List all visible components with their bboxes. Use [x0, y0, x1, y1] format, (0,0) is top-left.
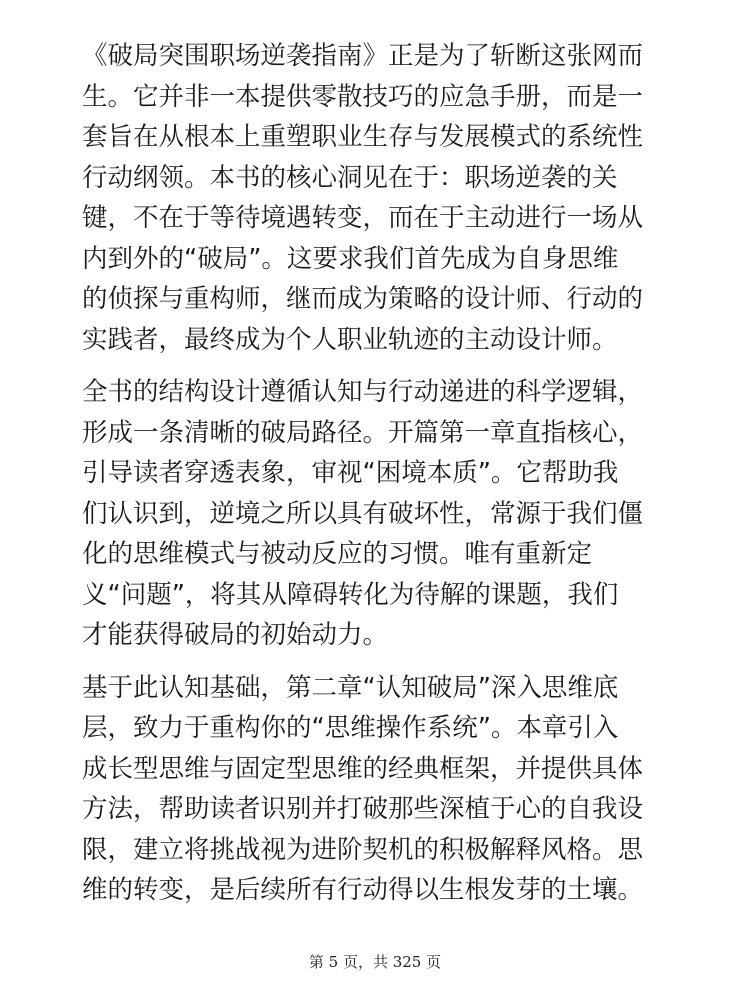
- page-number-footer: 第 5 页，共 325 页: [308, 953, 442, 971]
- text-line: 行动纲领。本书的核心洞见在于：职场逆袭的关: [82, 162, 618, 193]
- paragraph-3: [82, 668, 694, 911]
- text-line: 键，不在于等待境遇转变，而在于主动进行一场从: [82, 203, 644, 233]
- text-line: 形成一条清晰的破局路径。开篇第一章直指核心，: [82, 417, 644, 448]
- paragraph-2: [82, 372, 694, 656]
- text-line: 才能获得破局的初始动力。: [82, 620, 389, 650]
- text-line: 内到外的“破局”。这要求我们首先成为自身思维: [82, 243, 619, 274]
- text-line: 层，致力于重构你的“思维操作系统”。本章引入: [82, 713, 619, 743]
- paragraph-1: [82, 36, 694, 360]
- text-line: 义“问题”，将其从障碍转化为待解的课题，我们: [82, 579, 619, 610]
- text-line: 生。它并非一本提供零散技巧的应急手册，而是一: [82, 81, 644, 112]
- text-line: 引导读者穿透表象，审视“困境本质”。它帮助我: [82, 458, 619, 488]
- text-line: 限，建立将挑战视为进阶契机的积极解释风格。思: [82, 834, 644, 865]
- text-line: 基于此认知基础，第二章“认知破局”深入思维底: [82, 672, 619, 703]
- text-line: 实践者，最终成为个人职业轨迹的主动设计师。: [82, 324, 618, 355]
- document-body: [82, 36, 694, 923]
- text-line: 《破局突围职场逆袭指南》正是为了斩断这张网而: [82, 41, 644, 71]
- text-line: 方法，帮助读者识别并打破那些深植于心的自我设: [82, 794, 644, 824]
- text-line: 维的转变，是后续所有行动得以生根发芽的土壤。: [82, 875, 644, 905]
- text-line: 们认识到，逆境之所以具有破坏性，常源于我们僵: [82, 498, 644, 529]
- text-line: 全书的结构设计遵循认知与行动递进的科学逻辑，: [82, 377, 644, 407]
- text-line: 成长型思维与固定型思维的经典框架，并提供具体: [82, 753, 644, 784]
- text-line: 套旨在从根本上重塑职业生存与发展模式的系统性: [82, 122, 644, 152]
- text-line: 的侦探与重构师，继而成为策略的设计师、行动的: [82, 284, 644, 314]
- text-line: 化的思维模式与被动反应的习惯。唯有重新定: [82, 539, 593, 569]
